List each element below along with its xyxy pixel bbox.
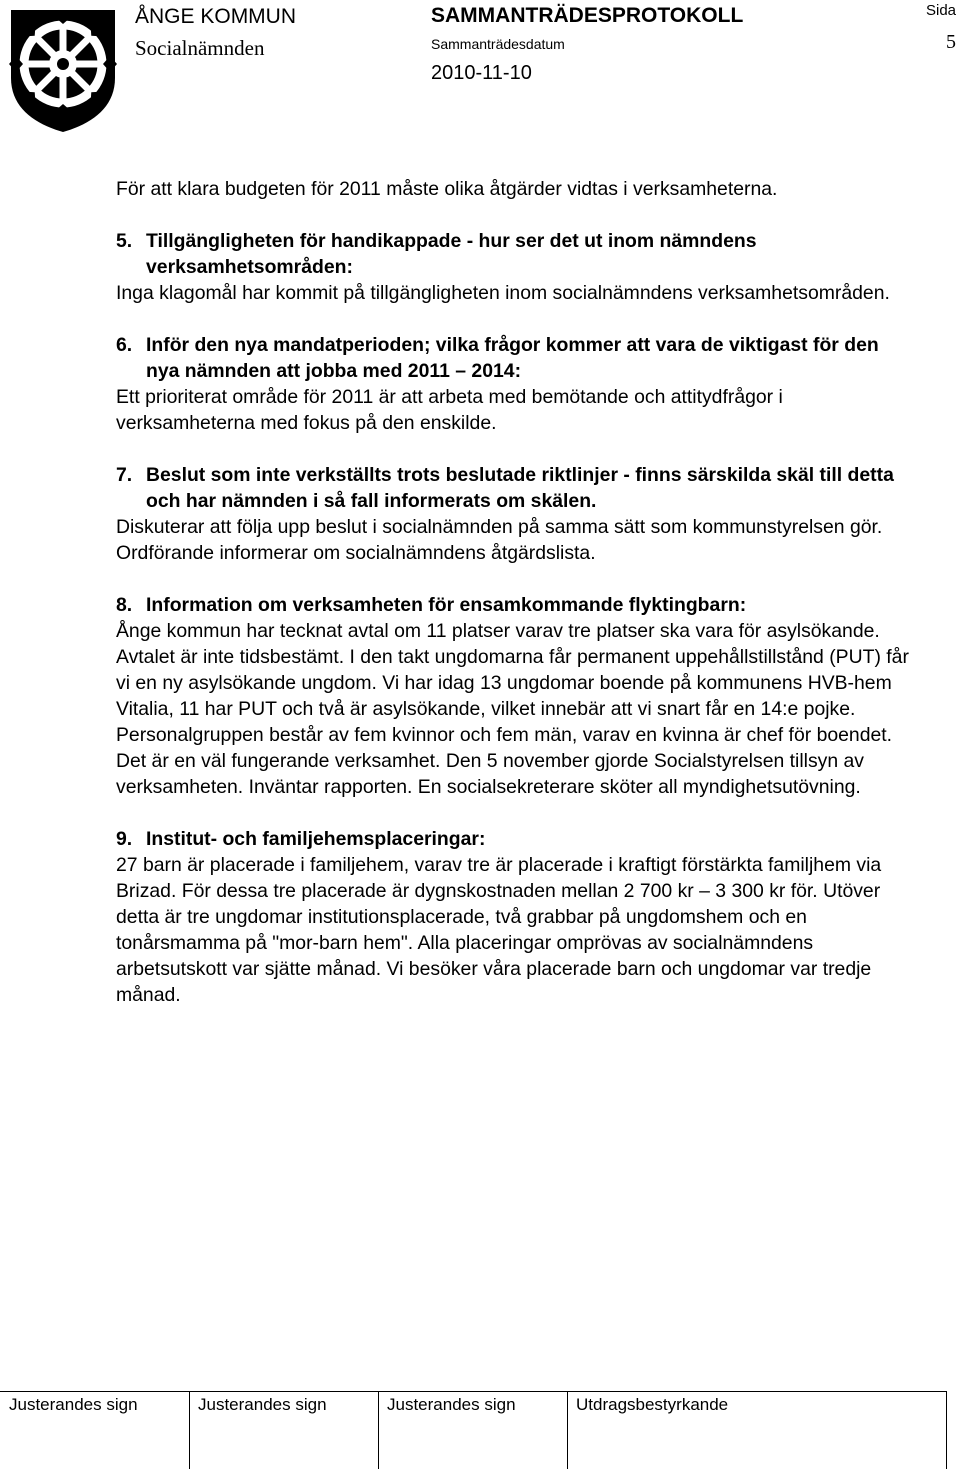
meeting-date-label: Sammanträdesdatum (431, 36, 565, 52)
agenda-item (116, 592, 916, 800)
agenda-item (116, 228, 916, 306)
footer-divider (0, 1391, 947, 1392)
item-body: Ånge kommun har tecknat avtal om 11 platser varav tre platser ska vara för asylsökande. Avtalet är inte tidsbestämt. I den takt ungdomarna får permanent uppehållstillstånd (PUT) får vi en ny asylsökande ungdom. Vi har idag 13 ungdomar boende på kommunens HVB-hem Vitalia, 11 har PUT och två är asylsökande, vilket innebär att vi snart får en 14:e pojke. Personalgruppen består av fem kvinnor och fem män, varav en kvinna är chef för boendet. Det är en väl fungerande verksamhet. Den 5 november gjorde Socialstyrelsen tillsyn av verksamheten. Inväntar rapporten. En socialsekreterare sköter all myndighetsutövning. (116, 620, 909, 798)
item-number: 5. (116, 230, 133, 252)
item-number: 7. (116, 464, 133, 486)
item-number: 9. (116, 828, 133, 850)
item-heading: Beslut som inte verkställts trots beslutade riktlinjer - finns särskilda skäl till detta och har nämnden i så fall informerats om skälen. (146, 464, 894, 512)
page-number: 5 (946, 31, 956, 53)
signature-field-adjuster-2: Justerandes sign (198, 1395, 327, 1414)
document-body (116, 176, 916, 1034)
intro-paragraph: För att klara budgeten för 2011 måste olika åtgärder vidtas i verksamheterna. (116, 178, 778, 200)
footer-column-divider (189, 1391, 190, 1469)
ange-kommun-logo (7, 6, 119, 134)
item-heading: Tillgängligheten för handikappade - hur ser det ut inom nämndens verksamhetsområden: (146, 230, 757, 278)
department-name: Socialnämnden (135, 36, 265, 60)
agenda-item (116, 826, 916, 1008)
item-heading: Information om verksamheten för ensamkommande flyktingbarn: (146, 594, 747, 616)
item-heading: Institut- och familjehemsplaceringar: (146, 828, 486, 850)
item-number: 6. (116, 334, 133, 356)
certification-field: Utdragsbestyrkande (576, 1395, 729, 1414)
item-body: Ett prioriterat område för 2011 är att arbeta med bemötande och attitydfrågor i verksamheterna med fokus på den enskilde. (116, 386, 783, 434)
footer-column-divider (946, 1391, 947, 1469)
item-number: 8. (116, 594, 133, 616)
document-type: SAMMANTRÄDESPROTOKOLL (431, 4, 744, 27)
item-body: Diskuterar att följa upp beslut i socialnämnden på samma sätt som kommunstyrelsen gör. Ordförande informerar om socialnämndens åtgärdslista. (116, 516, 883, 564)
agenda-item (116, 332, 916, 436)
item-body: Inga klagomål har kommit på tillgängligheten inom socialnämndens verksamhetsområden. (116, 282, 890, 304)
page-label: Sida (926, 2, 957, 19)
footer-column-divider (567, 1391, 568, 1469)
meeting-date: 2010-11-10 (431, 62, 532, 84)
item-heading: Inför den nya mandatperioden; vilka frågor kommer att vara de viktigast för den nya nämnden att jobba med 2011 – 2014: (146, 334, 879, 382)
agenda-item (116, 462, 916, 566)
item-body: 27 barn är placerade i familjehem, varav tre är placerade i kraftigt förstärkta familjhem via Brizad. För dessa tre placerade är dygnskostnaden mellan 2 700 kr – 3 300 kr för. Utöver detta är tre ungdomar institutionsplacerade, två grabbar på ungdomshem och en tonårsmamma på "mor-barn hem". Alla placeringar omprövas av socialnämndens arbetsutskott var sjätte månad. Vi besöker våra placerade barn och ungdomar var tredje månad. (116, 854, 882, 1006)
signature-field-adjuster-1: Justerandes sign (9, 1395, 138, 1414)
signature-field-adjuster-3: Justerandes sign (387, 1395, 516, 1414)
organization-name: ÅNGE KOMMUN (135, 5, 297, 28)
footer-column-divider (378, 1391, 379, 1469)
